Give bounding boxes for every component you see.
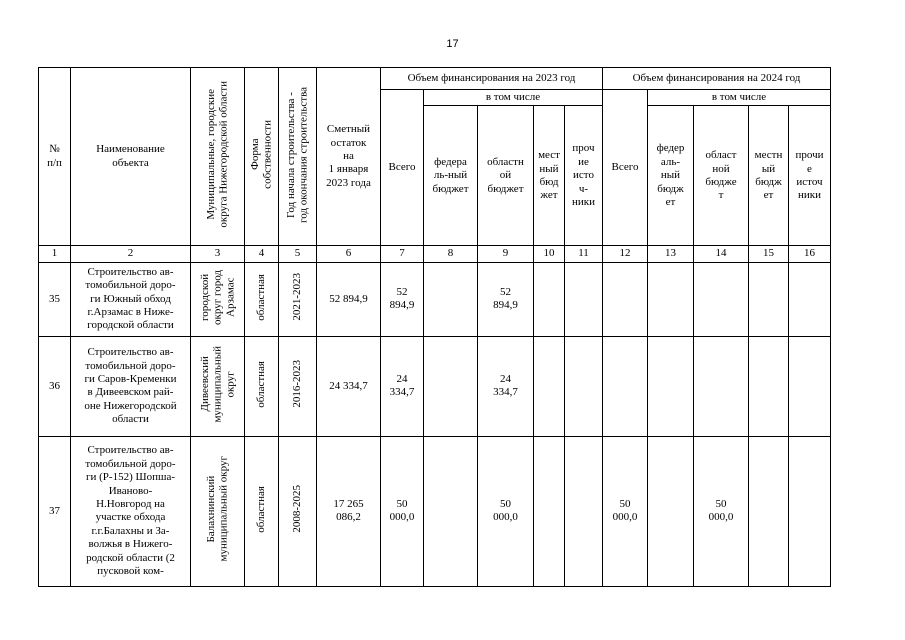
row-local-2024	[749, 436, 789, 586]
row-other-2024	[789, 262, 831, 336]
row-federal-2023	[424, 436, 478, 586]
column-number: 8	[424, 246, 478, 262]
header-row-1	[39, 68, 831, 90]
row-federal-2024	[648, 436, 694, 586]
column-number-row	[39, 246, 831, 262]
column-number: 11	[565, 246, 603, 262]
row-federal-2024	[648, 262, 694, 336]
row-total-2023: 24 334,7	[381, 336, 424, 436]
table-row	[39, 436, 831, 586]
row-regional-2023: 52 894,9	[478, 262, 534, 336]
row-other-2023	[565, 436, 603, 586]
row-federal-2023	[424, 262, 478, 336]
header-no: № п/п	[39, 68, 71, 246]
row-years: 2016-2023	[279, 336, 317, 436]
row-total-2024: 50 000,0	[603, 436, 648, 586]
header-years: Год начала строительства - год окончания строительства	[279, 68, 317, 246]
header-fin-2023: Объем финансирования на 2023 год	[381, 68, 603, 90]
row-regional-2024	[694, 336, 749, 436]
row-other-2024	[789, 436, 831, 586]
row-regional-2023: 24 334,7	[478, 336, 534, 436]
column-number: 7	[381, 246, 424, 262]
row-years: 2021-2023	[279, 262, 317, 336]
financing-table	[38, 67, 831, 587]
row-no: 37	[39, 436, 71, 586]
header-including-2024: в том числе	[648, 90, 831, 106]
row-local-2023	[534, 262, 565, 336]
column-number: 10	[534, 246, 565, 262]
column-number: 13	[648, 246, 694, 262]
column-number: 3	[191, 246, 245, 262]
row-estimate: 24 334,7	[317, 336, 381, 436]
row-regional-2023: 50 000,0	[478, 436, 534, 586]
row-regional-2024	[694, 262, 749, 336]
row-no: 35	[39, 262, 71, 336]
header-including-2023: в том числе	[424, 90, 603, 106]
header-total-2024: Всего	[603, 90, 648, 246]
row-years: 2008-2025	[279, 436, 317, 586]
row-estimate: 17 265 086,2	[317, 436, 381, 586]
column-number: 16	[789, 246, 831, 262]
row-name: Строительство ав- томобильной доро- ги (Р-152) Шопша- Иваново- Н.Новгород на участке обхода г.г.Балахны и За- волжья в Нижего- родской области (2 пусковой ком-	[71, 436, 191, 586]
row-other-2023	[565, 262, 603, 336]
row-local-2024	[749, 336, 789, 436]
header-regional-2023: областн ой бюджет	[478, 106, 534, 246]
column-number: 12	[603, 246, 648, 262]
column-number: 14	[694, 246, 749, 262]
row-municipality: городской округ город Арзамас	[191, 262, 245, 336]
column-number: 9	[478, 246, 534, 262]
row-municipality: Дивеевский муниципальный округ	[191, 336, 245, 436]
header-federal-2023: федера ль-ный бюджет	[424, 106, 478, 246]
column-number: 1	[39, 246, 71, 262]
column-number: 4	[245, 246, 279, 262]
header-other-2024: прочи е источ ники	[789, 106, 831, 246]
column-number: 5	[279, 246, 317, 262]
row-total-2024	[603, 336, 648, 436]
header-regional-2024: област ной бюдже т	[694, 106, 749, 246]
column-number: 6	[317, 246, 381, 262]
header-other-2023: проч ие исто ч- ники	[565, 106, 603, 246]
row-other-2023	[565, 336, 603, 436]
header-estimate: Сметный остаток на 1 января 2023 года	[317, 68, 381, 246]
header-fin-2024: Объем финансирования на 2024 год	[603, 68, 831, 90]
row-local-2024	[749, 262, 789, 336]
row-name: Строительство ав- томобильной доро- ги Саров-Кременки в Дивеевском рай- оне Нижегородской области	[71, 336, 191, 436]
row-name: Строительство ав- томобильной доро- ги Южный обход г.Арзамас в Ниже- городской области	[71, 262, 191, 336]
table-row	[39, 336, 831, 436]
row-local-2023	[534, 436, 565, 586]
row-no: 36	[39, 336, 71, 436]
row-total-2023: 50 000,0	[381, 436, 424, 586]
row-other-2024	[789, 336, 831, 436]
row-estimate: 52 894,9	[317, 262, 381, 336]
row-total-2024	[603, 262, 648, 336]
header-local-2023: мест ный бюд жет	[534, 106, 565, 246]
row-federal-2024	[648, 336, 694, 436]
header-total-2023: Всего	[381, 90, 424, 246]
row-ownership: областная	[245, 436, 279, 586]
row-ownership: областная	[245, 336, 279, 436]
row-ownership: областная	[245, 262, 279, 336]
header-municipality: Муниципальные, городские округа Нижегородской области	[191, 68, 245, 246]
page-number: 17	[446, 38, 459, 50]
row-local-2023	[534, 336, 565, 436]
row-federal-2023	[424, 336, 478, 436]
header-name: Наименование объекта	[71, 68, 191, 246]
row-regional-2024: 50 000,0	[694, 436, 749, 586]
table-row	[39, 262, 831, 336]
column-number: 2	[71, 246, 191, 262]
header-ownership: Форма собственности	[245, 68, 279, 246]
row-total-2023: 52 894,9	[381, 262, 424, 336]
column-number: 15	[749, 246, 789, 262]
header-federal-2024: федер аль- ный бюдж ет	[648, 106, 694, 246]
row-municipality: Балахнинский муниципальный округ	[191, 436, 245, 586]
header-local-2024: местн ый бюдж ет	[749, 106, 789, 246]
